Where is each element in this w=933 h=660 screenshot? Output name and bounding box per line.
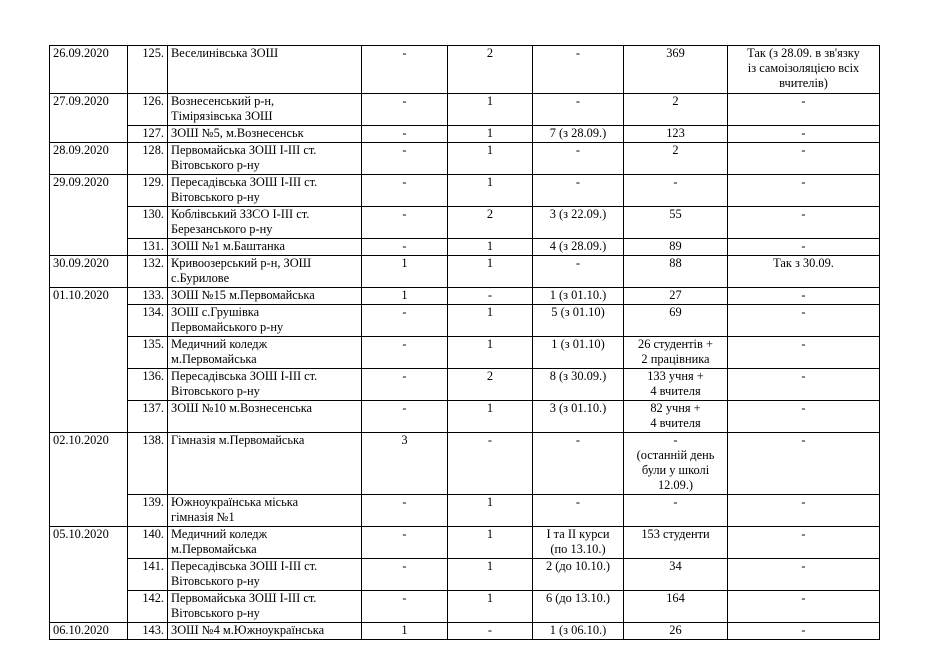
value-cell: 1 [448, 239, 533, 256]
remote-learning-cell: - [728, 369, 880, 401]
school-cell: ЗОШ с.Грушівка Первомайського р-ну [168, 305, 362, 337]
table-row [50, 207, 880, 239]
number-cell: 128. [128, 143, 168, 175]
value-cell: І та ІІ курси (по 13.10.) [533, 527, 624, 559]
number-cell: 126. [128, 94, 168, 126]
value-cell: - [362, 337, 448, 369]
school-cell: Вознесенський р-н, Тімірязівська ЗОШ [168, 94, 362, 126]
date-cell: 06.10.2020 [50, 623, 128, 640]
date-cell: 29.09.2020 [50, 175, 128, 256]
school-cell: Первомайська ЗОШ І-ІІІ ст. Вітовського р-ну [168, 591, 362, 623]
table-row [50, 126, 880, 143]
value-cell: - [362, 559, 448, 591]
table-row [50, 143, 880, 175]
school-cell: Пересадівська ЗОШ І-ІІІ ст. Вітовського р-ну [168, 369, 362, 401]
table-row [50, 495, 880, 527]
value-cell: - [533, 433, 624, 495]
table-row [50, 527, 880, 559]
value-cell: - [362, 527, 448, 559]
remote-learning-cell: - [728, 126, 880, 143]
value-cell: - [624, 175, 728, 207]
value-cell: - [448, 623, 533, 640]
value-cell: 369 [624, 46, 728, 94]
school-cell: ЗОШ №4 м.Южноукраїнська [168, 623, 362, 640]
remote-learning-cell: - [728, 305, 880, 337]
table-row [50, 559, 880, 591]
table-row [50, 591, 880, 623]
table-row [50, 175, 880, 207]
number-cell: 125. [128, 46, 168, 94]
table-row [50, 401, 880, 433]
value-cell: 1 (з 01.10.) [533, 288, 624, 305]
number-cell: 141. [128, 559, 168, 591]
value-cell: 1 (з 06.10.) [533, 623, 624, 640]
value-cell: 164 [624, 591, 728, 623]
date-cell: 27.09.2020 [50, 94, 128, 143]
remote-learning-cell: - [728, 175, 880, 207]
date-cell: 05.10.2020 [50, 527, 128, 623]
value-cell: 1 [448, 495, 533, 527]
value-cell: 1 [448, 527, 533, 559]
value-cell: 5 (з 01.10) [533, 305, 624, 337]
remote-learning-cell: - [728, 401, 880, 433]
value-cell: 2 [624, 143, 728, 175]
number-cell: 137. [128, 401, 168, 433]
school-cell: Первомайська ЗОШ І-ІІІ ст. Вітовського р-ну [168, 143, 362, 175]
remote-learning-cell: - [728, 527, 880, 559]
table-row [50, 256, 880, 288]
value-cell: 26 студентів + 2 працівника [624, 337, 728, 369]
value-cell: 3 (з 01.10.) [533, 401, 624, 433]
remote-learning-cell: - [728, 433, 880, 495]
value-cell: 2 [448, 46, 533, 94]
number-cell: 140. [128, 527, 168, 559]
school-cell: Медичний коледж м.Первомайська [168, 527, 362, 559]
remote-learning-cell: - [728, 239, 880, 256]
value-cell: 8 (з 30.09.) [533, 369, 624, 401]
value-cell: - [362, 126, 448, 143]
table-row [50, 337, 880, 369]
table-body [50, 46, 880, 640]
table-row [50, 433, 880, 495]
value-cell: 123 [624, 126, 728, 143]
remote-learning-cell: - [728, 143, 880, 175]
value-cell: 27 [624, 288, 728, 305]
date-cell: 02.10.2020 [50, 433, 128, 527]
value-cell: 4 (з 28.09.) [533, 239, 624, 256]
value-cell: - [362, 239, 448, 256]
number-cell: 142. [128, 591, 168, 623]
value-cell: - [533, 143, 624, 175]
value-cell: 133 учня + 4 вчителя [624, 369, 728, 401]
value-cell: 1 [448, 591, 533, 623]
remote-learning-cell: - [728, 207, 880, 239]
value-cell: 1 [362, 288, 448, 305]
value-cell: - [533, 175, 624, 207]
value-cell: 2 (до 10.10.) [533, 559, 624, 591]
date-cell: 30.09.2020 [50, 256, 128, 288]
table-row [50, 94, 880, 126]
remote-learning-cell: - [728, 288, 880, 305]
value-cell: - [362, 401, 448, 433]
value-cell: 1 [362, 256, 448, 288]
remote-learning-cell: - [728, 94, 880, 126]
value-cell: - [448, 433, 533, 495]
value-cell: 1 [448, 559, 533, 591]
value-cell: 1 [448, 256, 533, 288]
school-cell: Пересадівська ЗОШ І-ІІІ ст. Вітовського р-ну [168, 175, 362, 207]
school-cell: Южноукраїнська міська гімназія №1 [168, 495, 362, 527]
value-cell: - [362, 207, 448, 239]
value-cell: 1 [448, 401, 533, 433]
value-cell: 1 [448, 94, 533, 126]
value-cell: - [362, 305, 448, 337]
school-cell: Медичний коледж м.Первомайська [168, 337, 362, 369]
number-cell: 143. [128, 623, 168, 640]
value-cell: - [533, 94, 624, 126]
table-row [50, 305, 880, 337]
date-cell: 26.09.2020 [50, 46, 128, 94]
number-cell: 139. [128, 495, 168, 527]
value-cell: - [362, 175, 448, 207]
value-cell: 6 (до 13.10.) [533, 591, 624, 623]
school-cell: Веселинівська ЗОШ [168, 46, 362, 94]
covid-schools-table [49, 45, 880, 640]
number-cell: 135. [128, 337, 168, 369]
number-cell: 127. [128, 126, 168, 143]
school-cell: ЗОШ №15 м.Первомайська [168, 288, 362, 305]
school-cell: ЗОШ №5, м.Вознесенськ [168, 126, 362, 143]
value-cell: 3 (з 22.09.) [533, 207, 624, 239]
school-cell: Кривоозерський р-н, ЗОШ с.Бурилове [168, 256, 362, 288]
school-cell: Коблівський ЗЗСО І-ІІІ ст. Березанського р-ну [168, 207, 362, 239]
school-cell: ЗОШ №1 м.Баштанка [168, 239, 362, 256]
value-cell: 1 [448, 337, 533, 369]
value-cell: 82 учня + 4 вчителя [624, 401, 728, 433]
value-cell: 7 (з 28.09.) [533, 126, 624, 143]
remote-learning-cell: - [728, 591, 880, 623]
number-cell: 132. [128, 256, 168, 288]
value-cell: 153 студенти [624, 527, 728, 559]
number-cell: 129. [128, 175, 168, 207]
remote-learning-cell: Так з 30.09. [728, 256, 880, 288]
table-row [50, 46, 880, 94]
number-cell: 131. [128, 239, 168, 256]
date-cell: 28.09.2020 [50, 143, 128, 175]
value-cell: 88 [624, 256, 728, 288]
number-cell: 138. [128, 433, 168, 495]
value-cell: 89 [624, 239, 728, 256]
table-row [50, 239, 880, 256]
value-cell: 26 [624, 623, 728, 640]
value-cell: 34 [624, 559, 728, 591]
value-cell: - [362, 591, 448, 623]
value-cell: - [362, 94, 448, 126]
value-cell: 3 [362, 433, 448, 495]
value-cell: 2 [448, 207, 533, 239]
value-cell: - (останній день були у школі 12.09.) [624, 433, 728, 495]
value-cell: 69 [624, 305, 728, 337]
remote-learning-cell: - [728, 559, 880, 591]
number-cell: 133. [128, 288, 168, 305]
value-cell: - [362, 369, 448, 401]
value-cell: 2 [448, 369, 533, 401]
value-cell: 55 [624, 207, 728, 239]
value-cell: - [533, 46, 624, 94]
school-cell: Гімназія м.Первомайська [168, 433, 362, 495]
table-row [50, 623, 880, 640]
remote-learning-cell: - [728, 623, 880, 640]
value-cell: 1 [448, 143, 533, 175]
number-cell: 134. [128, 305, 168, 337]
school-cell: Пересадівська ЗОШ І-ІІІ ст. Вітовського р-ну [168, 559, 362, 591]
table-row [50, 369, 880, 401]
date-cell: 01.10.2020 [50, 288, 128, 433]
value-cell: - [448, 288, 533, 305]
remote-learning-cell: Так (з 28.09. в зв'язку із самоізоляцією всіх вчителів) [728, 46, 880, 94]
value-cell: - [533, 495, 624, 527]
value-cell: 1 [448, 305, 533, 337]
remote-learning-cell: - [728, 337, 880, 369]
value-cell: - [362, 143, 448, 175]
value-cell: - [533, 256, 624, 288]
school-cell: ЗОШ №10 м.Вознесенська [168, 401, 362, 433]
value-cell: 1 [448, 126, 533, 143]
value-cell: 2 [624, 94, 728, 126]
value-cell: - [362, 495, 448, 527]
value-cell: 1 [448, 175, 533, 207]
number-cell: 136. [128, 369, 168, 401]
value-cell: - [624, 495, 728, 527]
table-row [50, 288, 880, 305]
value-cell: 1 [362, 623, 448, 640]
number-cell: 130. [128, 207, 168, 239]
remote-learning-cell: - [728, 495, 880, 527]
value-cell: 1 (з 01.10) [533, 337, 624, 369]
value-cell: - [362, 46, 448, 94]
